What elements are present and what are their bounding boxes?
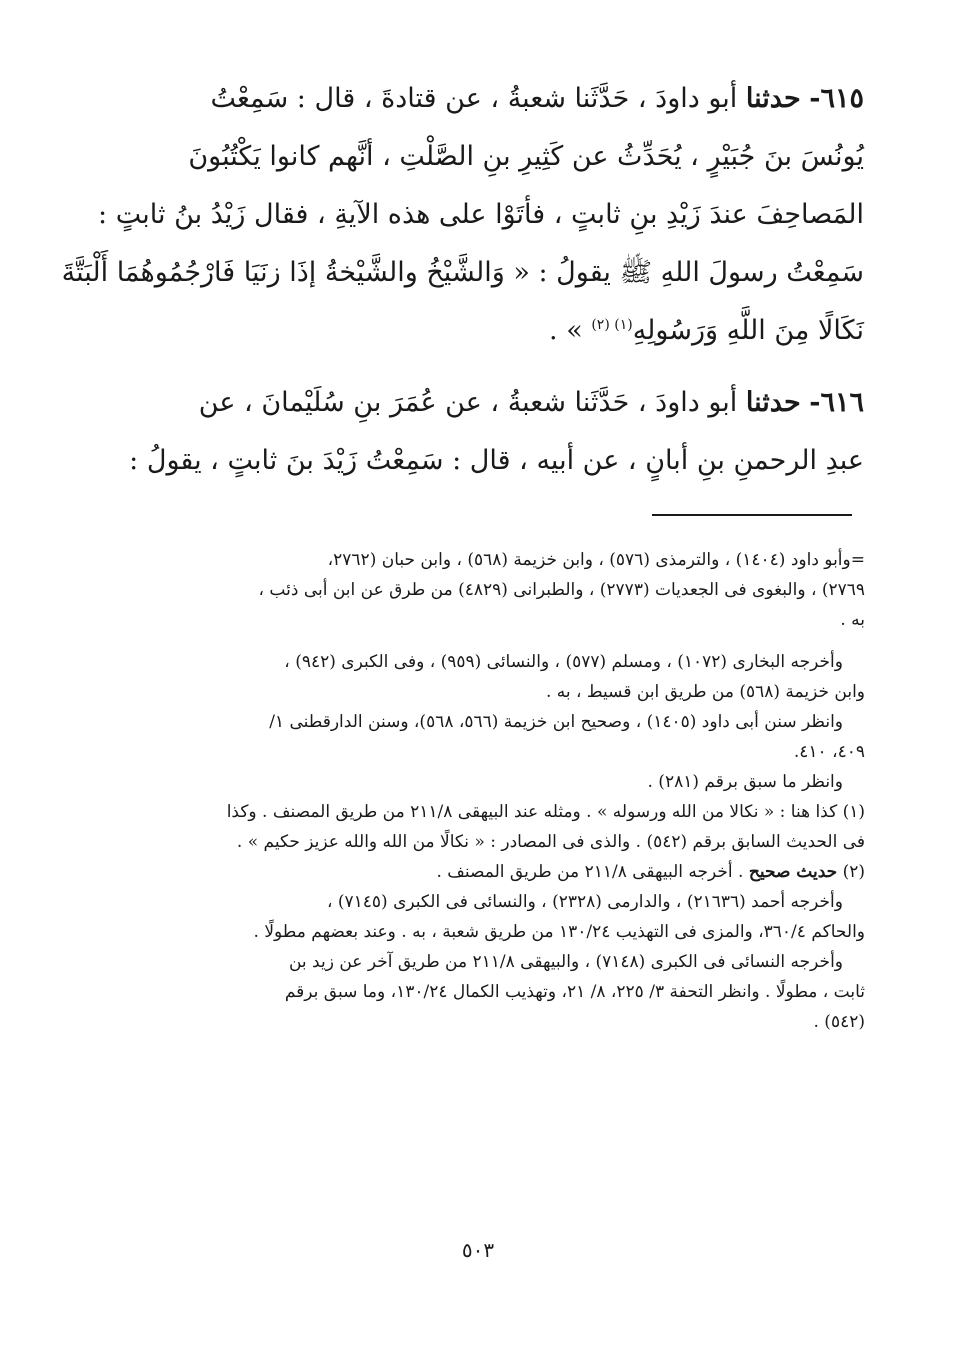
footnote-line: وانظر ما سبق برقم (٢٨١) . bbox=[647, 772, 843, 792]
text-line: المَصاحِفَ عندَ زَيْدِ بنِ ثابتٍ ، فأتَوْا على هذه الآيةِ ، فقال زَيْدُ بنُ ثابتٍ : bbox=[98, 199, 864, 230]
text-line: يُونُسَ بنَ جُبَيْرٍ ، يُحَدِّثُ عن كَثِيرِ بنِ الصَّلْتِ ، أنَّهم كانوا يَكْتُبُونَ bbox=[188, 141, 864, 172]
text-line: ٦١٥- حدثنا أبو داودَ ، حَدَّثَنا شعبةُ ، عن قتادةَ ، قال : سَمِعْتُ bbox=[210, 83, 864, 114]
grade-label: حديث صحيح bbox=[748, 862, 838, 882]
hadith-615 bbox=[61, 70, 864, 360]
footnote-line: فى الحديث السابق برقم (٥٤٢) . والذى فى المصادر : « نكالًا من الله والله عزيز حكيم » . bbox=[236, 832, 865, 852]
footnote-divider bbox=[652, 514, 852, 516]
footnote-line: به . bbox=[840, 610, 865, 630]
main-text bbox=[61, 70, 864, 504]
footnote-line: وأخرجه أحمد (٢١٦٣٦) ، والدارمى (٢٣٢٨) ، والنسائى فى الكبرى (٧١٤٥) ، bbox=[326, 892, 843, 912]
footnote-line: ٢٧٦٩) ، والبغوى فى الجعديات (٢٧٧٣) ، والطبرانى (٤٨٢٩) من طرق عن ابن أبى ذئب ، bbox=[258, 580, 865, 600]
footnote-line: ثابت ، مطولًا . وانظر التحفة ٣/ ٢٢٥، ٨/ ٢١، وتهذيب الكمال ١٣٠/٢٤، وما سبق برقم bbox=[284, 982, 865, 1002]
footnote-line: وابن خزيمة (٥٦٨) من طريق ابن قسيط ، به . bbox=[545, 682, 865, 702]
footnote-line: ٤٠٩، ٤١٠. bbox=[793, 742, 865, 762]
page-number: ٥٠٣ bbox=[461, 1238, 495, 1262]
footnotes bbox=[130, 545, 865, 1037]
hadith-heading: حدثنا bbox=[745, 83, 801, 114]
footnote-2: (٢) حديث صحيح . أخرجه البيهقى ٢١١/٨ من طريق المصنف . bbox=[436, 862, 865, 882]
hadith-number: ٦١٦- bbox=[809, 387, 864, 418]
footnote-1: (١) كذا هنا : « نكالا من الله ورسوله » . ومثله عند البيهقى ٢١١/٨ من طريق المصنف . وكذا bbox=[226, 802, 865, 822]
text-line: سَمِعْتُ رسولَ اللهِ ﷺ يقولُ : « وَالشَّيْخُ والشَّيْخةُ إذَا زنَيَا فَارْجُمُوهُمَا أَلْبَتَّةَ bbox=[61, 257, 864, 288]
text-line: نَكَالًا مِنَ اللَّهِ وَرَسُولِهِ$^{(١) (٢)}$ » . bbox=[549, 315, 864, 346]
text-line: عبدِ الرحمنِ بنِ أبانٍ ، عن أبيه ، قال : سَمِعْتُ زَيْدَ بنَ ثابتٍ ، يقولُ : bbox=[129, 445, 864, 476]
text-line: ٦١٦- حدثنا أبو داودَ ، حَدَّثَنا شعبةُ ، عن عُمَرَ بنِ سُلَيْمانَ ، عن bbox=[198, 387, 864, 418]
footnote-line: وأخرجه النسائى فى الكبرى (٧١٤٨) ، والبيهقى ٢١١/٨ من طريق آخر عن زيد بن bbox=[288, 952, 843, 972]
hadith-616 bbox=[129, 374, 864, 490]
footnote-line: وأخرجه البخارى (١٠٧٢) ، ومسلم (٥٧٧) ، والنسائى (٩٥٩) ، وفى الكبرى (٩٤٢) ، bbox=[284, 652, 843, 672]
footnote-line: =وأبو داود (١٤٠٤) ، والترمذى (٥٧٦) ، وابن خزيمة (٥٦٨) ، وابن حبان (٢٧٦٢، bbox=[327, 550, 865, 570]
hadith-heading: حدثنا bbox=[745, 387, 801, 418]
footnote-marks: (١) (٢) bbox=[591, 317, 633, 333]
footnote-line: وانظر سنن أبى داود (١٤٠٥) ، وصحيح ابن خزيمة (٥٦٦، ٥٦٨)، وسنن الدارقطنى ١/ bbox=[269, 712, 843, 732]
hadith-number: ٦١٥- bbox=[809, 83, 864, 114]
footnote-line: (٥٤٢) . bbox=[813, 1012, 865, 1032]
footnote-line: والحاكم ٣٦٠/٤، والمزى فى التهذيب ١٣٠/٢٤ من طريق شعبة ، به . وعند بعضهم مطولًا . bbox=[253, 922, 865, 942]
